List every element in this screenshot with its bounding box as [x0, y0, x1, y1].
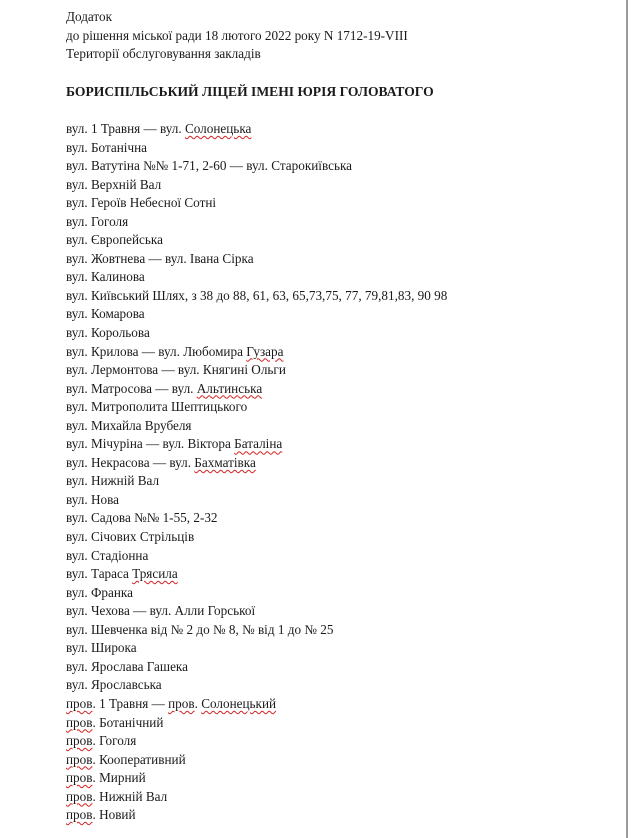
- street-list-item: [66, 565, 447, 584]
- street-list-item: [66, 454, 447, 473]
- street-list-item: [66, 769, 447, 788]
- street-list-item: [66, 176, 447, 195]
- street-list-item: [66, 343, 447, 362]
- spellcheck-flagged-text: пров: [66, 714, 93, 730]
- spellcheck-flagged-text: Баталіна: [234, 436, 283, 452]
- street-list-item: [66, 305, 447, 324]
- street-text: вул. Митрополита Шептицького: [66, 399, 248, 415]
- street-text: . Кооперативний: [92, 751, 186, 767]
- street-list-item: [66, 157, 447, 176]
- spellcheck-flagged-text: пров: [66, 770, 93, 786]
- street-list-item: [66, 732, 447, 751]
- street-text: вул. Київський Шлях, з 38 до 88, 61, 63, 65,73,75, 77, 79,81,83, 90 98: [66, 287, 448, 303]
- street-text: вул. Мічуріна — вул. Віктора: [66, 436, 235, 452]
- street-list-item: [66, 639, 447, 658]
- header-subtitle: Території обслуговування закладів: [66, 46, 261, 62]
- street-text: вул. Ватутіна №№ 1-71, 2-60 — вул. Старокиївська: [66, 158, 353, 174]
- street-text: . Нижній Вал: [92, 788, 168, 804]
- street-list-item: [66, 621, 447, 640]
- street-text: вул. Січових Стрільців: [66, 529, 195, 545]
- street-text: вул. Жовтнева — вул. Івана Сірка: [66, 250, 254, 266]
- street-text: вул. Корольова: [66, 325, 150, 341]
- spellcheck-flagged-text: Альтинська: [196, 380, 263, 396]
- street-text: . Ботанічний: [92, 714, 164, 730]
- street-list-item: [66, 509, 447, 528]
- spellcheck-flagged-text: пров: [66, 751, 93, 767]
- street-text: . 1 Травня —: [92, 695, 169, 711]
- street-list-item: [66, 139, 447, 158]
- street-list-item: [66, 806, 447, 825]
- street-text: вул. Садова №№ 1-55, 2-32: [66, 510, 218, 526]
- street-list-item: [66, 676, 447, 695]
- spellcheck-flagged-text: пров: [66, 807, 93, 823]
- street-text: вул. Крилова — вул. Любомира: [66, 343, 247, 359]
- street-list-item: [66, 491, 447, 510]
- street-list-item: [66, 714, 447, 733]
- street-text: . Гоголя: [92, 733, 137, 749]
- street-list-item: [66, 584, 447, 603]
- street-text: вул. Ботанічна: [66, 139, 147, 155]
- document-title: БОРИСПІЛЬСЬКИЙ ЛІЦЕЙ ІМЕНІ ЮРІЯ ГОЛОВАТОГО: [66, 84, 434, 99]
- street-list-item: [66, 695, 447, 714]
- street-list-item: [66, 324, 447, 343]
- street-text: вул. Франка: [66, 584, 133, 600]
- street-list-item: [66, 528, 447, 547]
- street-list-item: [66, 361, 447, 380]
- street-list-item: [66, 231, 447, 250]
- street-text: вул. Михайла Врубеля: [66, 417, 192, 433]
- spellcheck-flagged-text: Гузара: [246, 343, 284, 359]
- street-list-item: [66, 658, 447, 677]
- street-list-item: [66, 788, 447, 807]
- street-list-item: [66, 380, 447, 399]
- street-text: вул. Гоголя: [66, 213, 129, 229]
- street-list-item: [66, 602, 447, 621]
- spellcheck-flagged-text: Солонецька: [184, 121, 252, 136]
- street-text: вул. Нова: [66, 491, 119, 507]
- street-list-item: [66, 472, 447, 491]
- street-list-item: [66, 751, 447, 770]
- street-text: вул. Калинова: [66, 269, 145, 285]
- street-list-item: [66, 435, 447, 454]
- street-text: вул. Героїв Небесної Сотні: [66, 195, 217, 211]
- header-decision-reference: до рішення міської ради 18 лютого 2022 року N 1712-19-VIII: [66, 27, 408, 43]
- street-text: вул. Комарова: [66, 306, 145, 322]
- street-list-item: [66, 213, 447, 232]
- street-list-item: [66, 250, 447, 269]
- street-text: вул. Стадіонна: [66, 547, 149, 563]
- street-text: вул. Ярославська: [66, 677, 162, 693]
- street-text: вул. Ярослава Гашека: [66, 658, 188, 674]
- street-text: .: [194, 695, 202, 711]
- street-list: [66, 120, 447, 825]
- street-list-item: [66, 417, 447, 436]
- street-text: . Новий: [92, 807, 136, 823]
- spellcheck-flagged-text: пров: [66, 695, 93, 711]
- street-list-item: [66, 547, 447, 566]
- street-text: вул. Некрасова — вул.: [66, 454, 195, 470]
- street-text: вул. Верхній Вал: [66, 176, 162, 192]
- street-list-item: [66, 398, 447, 417]
- street-list-item: [66, 268, 447, 287]
- street-text: вул. Лермонтова — вул. Княгині Ольги: [66, 362, 286, 378]
- document-header: [66, 8, 408, 64]
- street-text: вул. Чехова — вул. Алли Горської: [66, 603, 256, 619]
- spellcheck-flagged-text: Бахматівка: [194, 454, 256, 470]
- street-list-item: [66, 287, 447, 306]
- street-text: вул. Матросова — вул.: [66, 380, 197, 396]
- street-text: вул. Тараса: [66, 566, 133, 582]
- street-text: вул. 1 Травня — вул.: [66, 121, 185, 136]
- street-text: вул. Шевченка від № 2 до № 8, № від 1 до № 25: [66, 621, 334, 637]
- spellcheck-flagged-text: пров: [66, 788, 93, 804]
- street-list-item: [66, 194, 447, 213]
- spellcheck-flagged-text: Солонецький: [201, 695, 277, 711]
- street-text: вул. Нижній Вал: [66, 473, 160, 489]
- spellcheck-flagged-text: пров: [168, 695, 195, 711]
- street-list-item: [66, 120, 447, 139]
- street-text: . Мирний: [92, 770, 146, 786]
- spellcheck-flagged-text: пров: [66, 733, 93, 749]
- street-text: вул. Європейська: [66, 232, 163, 248]
- header-appendix-label: Додаток: [66, 9, 113, 24]
- spellcheck-flagged-text: Трясила: [132, 566, 178, 582]
- street-text: вул. Широка: [66, 640, 137, 656]
